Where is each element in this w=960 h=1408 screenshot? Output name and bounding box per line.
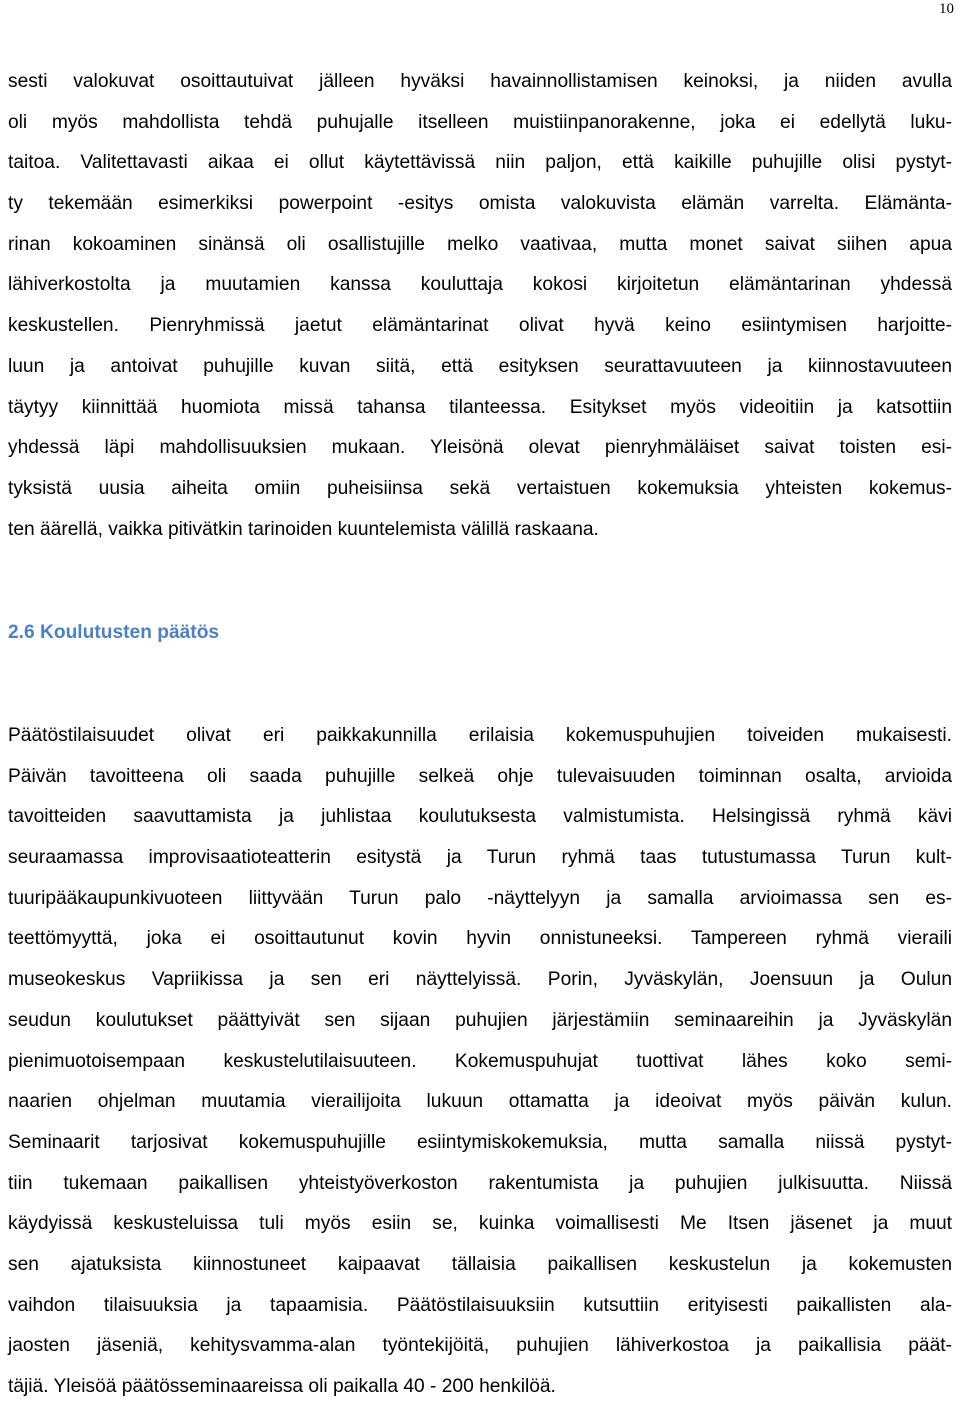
text-line: tuuripääkaupunkivuoteen liittyvään Turun palo -näyttelyyn ja samalla arvioimassa sen es- [8, 887, 952, 909]
text-line: Päätöstilaisuudet olivat eri paikkakunnilla erilaisia kokemuspuhujien toiveiden mukaisesti. [8, 725, 952, 746]
text-line: lähiverkostolta ja muutamien kanssa kouluttaja kokosi kirjoitetun elämäntarinan yhdessä [8, 274, 952, 296]
text-line: vaihdon tilaisuuksia ja tapaamisia. Päätöstilaisuuksiin kutsuttiin erityisesti paikallisten ala- [8, 1294, 952, 1316]
text-line: ten äärellä, vaikka pitivätkin tarinoiden kuuntelemista välillä raskaana. [8, 518, 599, 540]
text-line: tavoitteiden saavuttamista ja juhlistaa koulutuksesta valmistumista. Helsingissä ryhmä kävi [8, 806, 952, 828]
text-line: ty tekemään esimerkiksi powerpoint -esitys omista valokuvista elämän varrelta. Elämänta- [8, 193, 952, 215]
text-line: tyksistä uusia aiheita omiin puheisiinsa sekä vertaistuen kokemuksia yhteisten kokemus- [8, 477, 952, 499]
text-line: täjiä. Yleisöä päätösseminaareissa oli paikalla 40 - 200 henkilöä. [8, 1376, 556, 1397]
text-line: seudun koulutukset päättyivät sen sijaan puhujien järjestämiin seminaareihin ja Jyväskylän [8, 1009, 952, 1031]
section-heading: 2.6 Koulutusten päätös [8, 622, 220, 643]
text-line: teettömyyttä, joka ei osoittautunut kovin hyvin onnistuneeksi. Tampereen ryhmä vieraili [8, 928, 952, 950]
text-line: sesti valokuvat osoittautuivat jälleen hyväksi havainnollistamisen keinoksi, ja niiden avulla [8, 71, 952, 92]
text-line: käydyissä keskusteluissa tuli myös esiin se, kuinka voimallisesti Me Itsen jäsenet ja muut [8, 1213, 952, 1235]
text-line: jaosten jäseniä, kehitysvamma-alan työntekijöitä, puhujien lähiverkostoa ja paikallisia päät- [8, 1335, 952, 1357]
text-line: oli myös mahdollista tehdä puhujalle itselleen muistiinpanorakenne, joka ei edellytä luku- [8, 111, 952, 133]
text-line: taitoa. Valitettavasti aikaa ei ollut käytettävissä niin paljon, että kaikille puhujille olisi pystyt- [8, 152, 952, 174]
text-line: täytyy kiinnittää huomiota missä tahansa tilanteessa. Esitykset myös videoitiin ja katsottiin [8, 396, 952, 418]
text-line: rinan kokoaminen sinänsä oli osallistujille melko vaativaa, mutta monet saivat siihen apua [8, 233, 952, 255]
text-line: luun ja antoivat puhujille kuvan siitä, että esityksen seurattavuuteen ja kiinnostavuuteen [8, 355, 952, 377]
text-line: seuraamassa improvisaatioteatterin esitystä ja Turun ryhmä taas tutustumassa Turun kult- [8, 847, 952, 869]
text-line: Seminaarit tarjosivat kokemuspuhujille esiintymiskokemuksia, mutta samalla niissä pystyt- [8, 1131, 952, 1153]
text-line: naarien ohjelman muutamia vierailijoita lukuun ottamatta ja ideoivat myös päivän kulun. [8, 1091, 952, 1113]
text-line: tiin tukemaan paikallisen yhteistyöverkoston rakentumista ja puhujien julkisuutta. Niissä [8, 1172, 952, 1194]
text-line: keskustellen. Pienryhmissä jaetut elämäntarinat olivat hyvä keino esiintymisen harjoitte- [8, 315, 952, 337]
paragraph-2 [8, 716, 952, 1408]
paragraph-1 [8, 62, 952, 550]
page-number: 10 [939, 1, 954, 17]
text-line: yhdessä läpi mahdollisuuksien mukaan. Yleisönä olevat pienryhmäläiset saivat toisten esi- [8, 437, 952, 459]
text-line: museokeskus Vapriikissa ja sen eri näyttelyissä. Porin, Jyväskylän, Joensuun ja Oulun [8, 969, 952, 991]
text-line: sen ajatuksista kiinnostuneet kaipaavat tällaisia paikallisen keskustelun ja kokemusten [8, 1253, 952, 1275]
text-line: Päivän tavoitteena oli saada puhujille selkeä ohje tulevaisuuden toiminnan osalta, arvioida [8, 765, 952, 787]
text-line: pienimuotoisempaan keskustelutilaisuuteen. Kokemuspuhujat tuottivat lähes koko semi- [8, 1050, 952, 1072]
